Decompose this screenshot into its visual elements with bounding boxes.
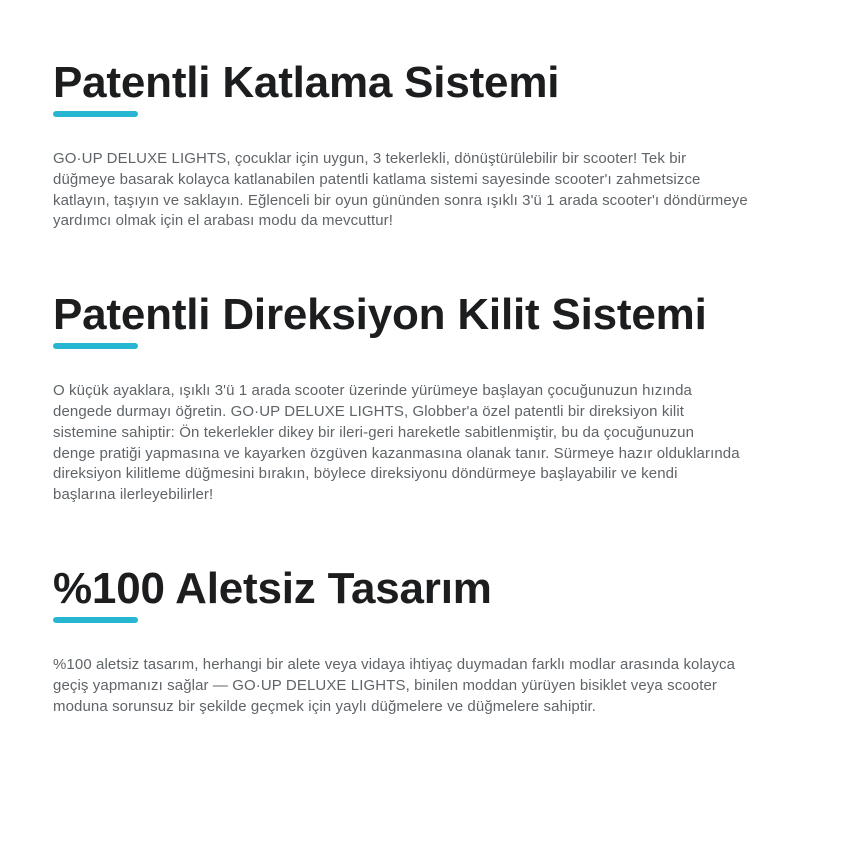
heading-underline <box>53 111 138 117</box>
paragraph-line: sistemine sahiptir: Ön tekerlekler dikey bir ileri-geri hareketle sabitlenmiştir, bu da çocuğunuzun <box>53 423 695 441</box>
paragraph-line: %100 aletsiz tasarım, herhangi bir alete veya vidaya ihtiyaç duymadan farklı modlar arasında kolayca <box>53 655 736 673</box>
content-section-toolfree-design <box>53 563 815 717</box>
paragraph-line: dengede durmayı öğretin. GO·UP DELUXE LIGHTS, Globber'a özel patentli bir direksiyon kilit <box>53 402 685 420</box>
paragraph-line: direksiyon kilitleme düğmesini bırakın, böylece direksiyonu döndürmeye başlayabilir ve kendi <box>53 465 678 483</box>
paragraph-line: düğmeye basarak kolayca katlanabilen patentli katlama sistemi sayesinde scooter'ı zahmetsizce <box>53 170 701 188</box>
section-heading: Patentli Katlama Sistemi <box>53 58 560 107</box>
section-heading: %100 Aletsiz Tasarım <box>53 563 492 613</box>
heading-underline <box>53 617 138 623</box>
heading-underline <box>53 343 138 349</box>
content-section-folding-system <box>53 60 815 232</box>
paragraph-line: denge pratiği yapmasına ve kayarken özgüven kazanmasına olanak tanır. Sürmeye hazır olduklarında <box>53 444 740 462</box>
paragraph-line: GO·UP DELUXE LIGHTS, çocuklar için uygun, 3 tekerlekli, dönüştürülebilir bir scooter! Tek bir <box>53 150 687 167</box>
section-paragraph <box>53 655 815 717</box>
paragraph-line: moduna sorunsuz bir şekilde geçmek için yaylı düğmelere ve düğmelere sahiptir. <box>53 697 597 715</box>
section-heading: Patentli Direksiyon Kilit Sistemi <box>53 290 707 340</box>
section-paragraph <box>53 149 815 232</box>
paragraph-line: başlarına ilerleyebilirler! <box>53 486 214 504</box>
paragraph-line: O küçük ayaklara, ışıklı 3'ü 1 arada scooter üzerinde yürümeye başlayan çocuğunuzun hızında <box>53 382 692 400</box>
paragraph-line: katlayın, taşıyın ve saklayın. Eğlenceli bir oyun gününden sonra ışıklı 3'ü 1 arada scooter'ı döndürmeye <box>53 191 748 209</box>
paragraph-line: geçiş yapmanızı sağlar — GO·UP DELUXE LIGHTS, binilen moddan yürüyen bisiklet veya scooter <box>53 676 718 694</box>
content-section-steering-lock <box>53 292 815 506</box>
paragraph-line: yardımcı olmak için el arabası modu da mevcuttur! <box>53 212 394 230</box>
section-paragraph <box>53 381 815 506</box>
